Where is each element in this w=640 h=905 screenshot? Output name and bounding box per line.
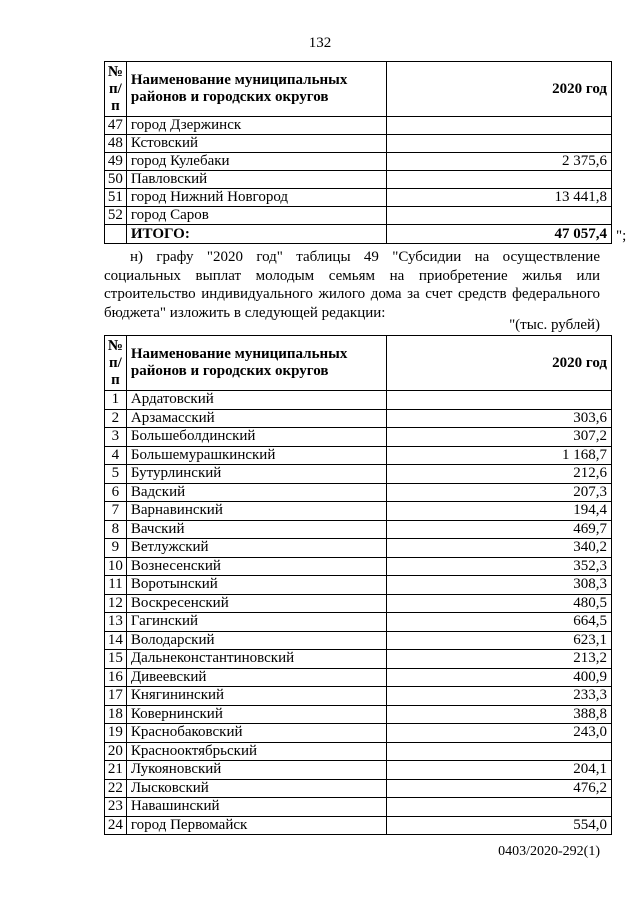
row-number: 12: [105, 594, 127, 613]
row-value: 340,2: [387, 539, 612, 558]
row-name: Ардатовский: [126, 391, 386, 410]
table-row: [105, 761, 612, 780]
unit-label: "(тыс. рублей): [509, 317, 600, 333]
amendment-paragraph: [104, 248, 600, 322]
header-num: № п/п: [105, 336, 127, 391]
row-number: 52: [105, 207, 127, 225]
row-name: Кстовский: [126, 135, 386, 153]
table-row: [105, 520, 612, 539]
row-value: 303,6: [387, 409, 612, 428]
row-name: Навашинский: [126, 798, 386, 817]
row-number: 9: [105, 539, 127, 558]
row-value: 307,2: [387, 428, 612, 447]
row-name: Дивеевский: [126, 668, 386, 687]
row-value: 400,9: [387, 668, 612, 687]
row-name: Вадский: [126, 483, 386, 502]
row-number: 23: [105, 798, 127, 817]
row-number: 13: [105, 613, 127, 632]
row-value: [387, 117, 612, 135]
table-row: [105, 391, 612, 410]
row-value: 664,5: [387, 613, 612, 632]
table-row: [105, 724, 612, 743]
header-num: № п/п: [105, 62, 127, 117]
row-name: Лысковский: [126, 779, 386, 798]
table-49: [104, 335, 612, 835]
header-name: Наименование муниципальных районов и городских округов: [126, 62, 386, 117]
table-row: [105, 668, 612, 687]
row-name: Княгининский: [126, 687, 386, 706]
table-row: [105, 446, 612, 465]
total-value: 47 057,4: [387, 225, 612, 244]
row-name: Арзамасский: [126, 409, 386, 428]
table-row: [105, 705, 612, 724]
row-value: 352,3: [387, 557, 612, 576]
row-name: Павловский: [126, 171, 386, 189]
row-number: 3: [105, 428, 127, 447]
table-continuation: [104, 61, 612, 244]
row-value: [387, 171, 612, 189]
row-value: 308,3: [387, 576, 612, 595]
table-row: [105, 171, 612, 189]
row-value: 554,0: [387, 816, 612, 835]
row-value: 623,1: [387, 631, 612, 650]
row-name: город Нижний Новгород: [126, 189, 386, 207]
table-row: [105, 189, 612, 207]
table-row: [105, 483, 612, 502]
header-name: Наименование муниципальных районов и городских округов: [126, 336, 386, 391]
header-year: 2020 год: [387, 336, 612, 391]
row-name: Гагинский: [126, 613, 386, 632]
row-name: Воротынский: [126, 576, 386, 595]
row-value: 469,7: [387, 520, 612, 539]
table-row: [105, 594, 612, 613]
table-row: [105, 798, 612, 817]
row-value: 388,8: [387, 705, 612, 724]
paragraph-text: н) графу "2020 год" таблицы 49 "Субсидии на осуществление социальных выплат молодым семьям на приобретение жилья или строительство индивидуального жилого дома за счет средств федерального бюджета" изложить в следующей редакции:: [104, 249, 600, 321]
row-number: 50: [105, 171, 127, 189]
table-row: [105, 613, 612, 632]
row-value: [387, 207, 612, 225]
table-row: [105, 409, 612, 428]
table-row: [105, 687, 612, 706]
row-name: Дальнеконстантиновский: [126, 650, 386, 669]
row-value: 476,2: [387, 779, 612, 798]
row-number: 6: [105, 483, 127, 502]
row-name: Бутурлинский: [126, 465, 386, 484]
row-number: 22: [105, 779, 127, 798]
row-name: Варнавинский: [126, 502, 386, 521]
total-label: ИТОГО:: [126, 225, 386, 244]
row-name: город Дзержинск: [126, 117, 386, 135]
quote-close: ";: [616, 228, 627, 244]
table-row: [105, 631, 612, 650]
row-value: 1 168,7: [387, 446, 612, 465]
row-number: 11: [105, 576, 127, 595]
row-name: Вознесенский: [126, 557, 386, 576]
page-number: 132: [308, 35, 332, 51]
table-header: [105, 336, 612, 391]
row-name: Лукояновский: [126, 761, 386, 780]
row-number: 24: [105, 816, 127, 835]
row-name: Краснобаковский: [126, 724, 386, 743]
row-name: город Саров: [126, 207, 386, 225]
table-row: [105, 650, 612, 669]
row-value: 207,3: [387, 483, 612, 502]
row-name: город Кулебаки: [126, 153, 386, 171]
row-value: 213,2: [387, 650, 612, 669]
table-row: [105, 816, 612, 835]
document-number: 0403/2020-292(1): [498, 844, 600, 859]
row-number: 20: [105, 742, 127, 761]
row-value: [387, 135, 612, 153]
table-row: [105, 135, 612, 153]
row-number: 15: [105, 650, 127, 669]
row-number: 19: [105, 724, 127, 743]
row-value: 480,5: [387, 594, 612, 613]
table-row: [105, 117, 612, 135]
total-row: [105, 225, 612, 244]
row-number: 4: [105, 446, 127, 465]
table-row: [105, 153, 612, 171]
table-row: [105, 779, 612, 798]
table-row: [105, 557, 612, 576]
row-number: 47: [105, 117, 127, 135]
row-number: 21: [105, 761, 127, 780]
row-value: 204,1: [387, 761, 612, 780]
row-number: 1: [105, 391, 127, 410]
row-number: 7: [105, 502, 127, 521]
row-name: Воскресенский: [126, 594, 386, 613]
table-row: [105, 576, 612, 595]
table-row: [105, 502, 612, 521]
row-number: 5: [105, 465, 127, 484]
row-number: 51: [105, 189, 127, 207]
table-row: [105, 207, 612, 225]
row-number: 48: [105, 135, 127, 153]
row-number: 49: [105, 153, 127, 171]
table-row: [105, 539, 612, 558]
table-header: [105, 62, 612, 117]
row-value: 194,4: [387, 502, 612, 521]
row-number: 14: [105, 631, 127, 650]
row-value: [387, 798, 612, 817]
row-name: город Первомайск: [126, 816, 386, 835]
row-name: Большемурашкинский: [126, 446, 386, 465]
row-number: 10: [105, 557, 127, 576]
row-name: Ветлужский: [126, 539, 386, 558]
row-name: Большеболдинский: [126, 428, 386, 447]
header-year: 2020 год: [387, 62, 612, 117]
row-number: 16: [105, 668, 127, 687]
row-number: 8: [105, 520, 127, 539]
row-number: 2: [105, 409, 127, 428]
table-row: [105, 465, 612, 484]
row-value: 212,6: [387, 465, 612, 484]
row-number: 18: [105, 705, 127, 724]
row-number: 17: [105, 687, 127, 706]
row-name: Володарский: [126, 631, 386, 650]
table-row: [105, 428, 612, 447]
row-value: 13 441,8: [387, 189, 612, 207]
row-name: Вачский: [126, 520, 386, 539]
row-name: Ковернинский: [126, 705, 386, 724]
table-row: [105, 742, 612, 761]
row-value: 2 375,6: [387, 153, 612, 171]
row-value: 233,3: [387, 687, 612, 706]
row-value: [387, 742, 612, 761]
row-name: Краснооктябрьский: [126, 742, 386, 761]
row-value: [387, 391, 612, 410]
row-value: 243,0: [387, 724, 612, 743]
